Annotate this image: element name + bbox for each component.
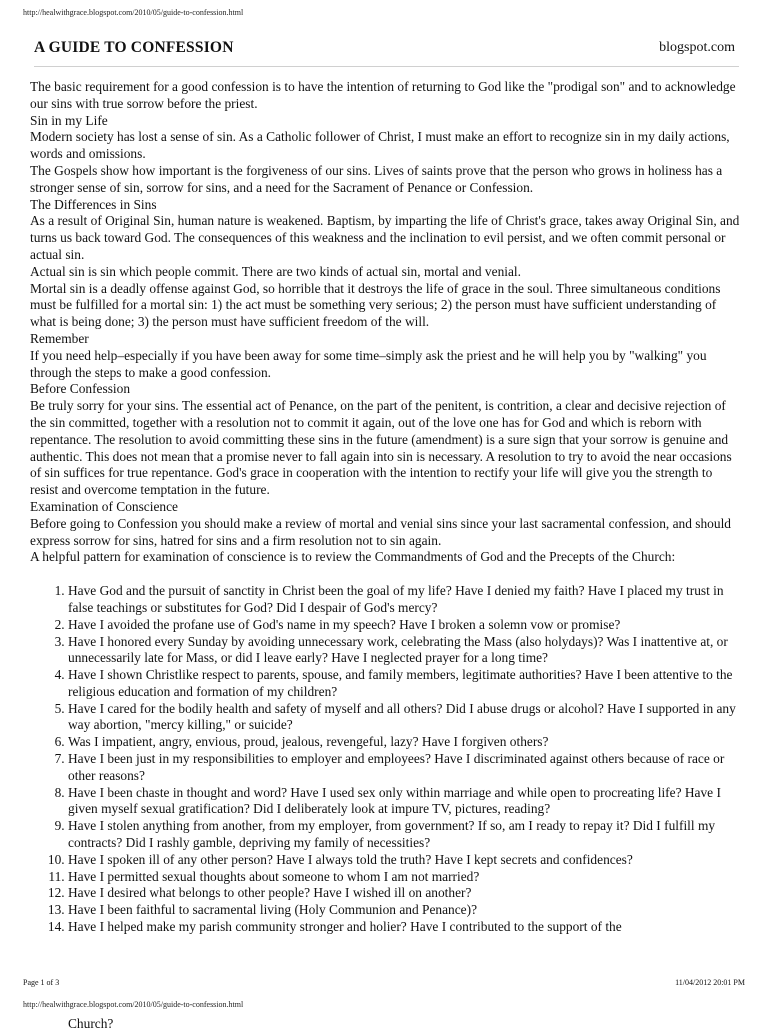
article-body — [30, 79, 742, 936]
list-item: 7. Have I been just in my responsibilities to employer and employees? Have I discriminated against others because of race or other reasons? — [68, 751, 742, 785]
page2-header-url: http://healwithgrace.blogspot.com/2010/05/guide-to-confession.html — [23, 1000, 244, 1009]
list-item: 11. Have I permitted sexual thoughts about someone to whom I am not married? — [68, 869, 742, 886]
list-item: 2. Have I avoided the profane use of God's name in my speech? Have I broken a solemn vow or promise? — [68, 617, 742, 634]
paragraph: Mortal sin is a deadly offense against God, so horrible that it destroys the life of grace in the soul. Three simultaneous conditions must be fulfilled for a mortal sin: 1) the act must be something very serious; 2) the person must have sufficient understanding of what is being done; 3) the person must have sufficient freedom of the will. — [30, 280, 721, 330]
section-heading-sin-in-my-life: Sin in my Life — [30, 112, 108, 128]
paragraph: The Gospels show how important is the forgiveness of our sins. Lives of saints prove that the person who grows in holiness has a stronger sense of sin, sorrow for sins, and a need for the Sacrament of Penance or Confession. — [30, 162, 723, 195]
list-item: 1. Have God and the pursuit of sanctity in Christ been the goal of my life? Have I denied my faith? Have I placed my trust in false teachings or substitutes for God? Did I despair of God's mercy? — [68, 583, 742, 617]
paragraph: Actual sin is sin which people commit. There are two kinds of actual sin, mortal and venial. — [30, 263, 521, 279]
list-item: 8. Have I been chaste in thought and word? Have I used sex only within marriage and while open to procreating life? Have I given myself sexual gratification? Did I deliberately look at impure TV, pictures, reading? — [68, 785, 742, 819]
list-item: 3. Have I honored every Sunday by avoiding unnecessary work, celebrating the Mass (also holydays)? Was I inattentive at, or unnecessarily late for Mass, or did I leave early? Have I neglected prayer for a long time? — [68, 634, 742, 668]
page-number: Page 1 of 3 — [23, 978, 60, 987]
article-header — [34, 38, 739, 67]
list-item: 10. Have I spoken ill of any other person? Have I always told the truth? Have I kept secrets and confidences? — [68, 852, 742, 869]
print-timestamp: 11/04/2012 20:01 PM — [675, 978, 745, 987]
print-header-url: http://healwithgrace.blogspot.com/2010/05/guide-to-confession.html — [23, 8, 244, 17]
section-heading-remember: Remember — [30, 330, 89, 346]
paragraph: As a result of Original Sin, human nature is weakened. Baptism, by imparting the life of Christ's grace, takes away Original Sin, and turns us back toward God. The consequences of this weakness and the inclination to evil persist, and we often commit personal or actual sin. — [30, 213, 740, 262]
list-item: 4. Have I shown Christlike respect to parents, spouse, and family members, legitimate authorities? Have I been attentive to the religious education and formation of my children? — [68, 667, 742, 701]
list-item: 5. Have I cared for the bodily health and safety of myself and all others? Did I abuse drugs or alcohol? Have I supported in any way abortion, "mercy killing," or suicide? — [68, 701, 742, 735]
intro-paragraph: The basic requirement for a good confession is to have the intention of returning to God like the "prodigal son" and to acknowledge our sins with true sorrow before the priest. — [30, 79, 736, 111]
section-heading-before-confession: Before Confession — [30, 381, 131, 397]
page-title: A GUIDE TO CONFESSION — [34, 39, 234, 56]
list-item: 14. Have I helped make my parish community stronger and holier? Have I contributed to the support of the — [68, 919, 742, 936]
paragraph: Modern society has lost a sense of sin. As a Catholic follower of Christ, I must make an effort to recognize sin in my daily actions, words and omissions. — [30, 129, 730, 162]
examination-questions-list — [30, 583, 742, 936]
continued-text: Church? — [68, 1016, 114, 1031]
list-item: 6. Was I impatient, angry, envious, proud, jealous, revengeful, lazy? Have I forgiven others? — [68, 734, 742, 751]
paragraph: Be truly sorry for your sins. The essential act of Penance, on the part of the penitent, is contrition, a clear and decisive rejection of the sin committed, together with a resolution not to commit it again, out of the love one has for God and which is reborn with repentance. The resolution to avoid committing these sins in the future (amendment) is a sure sign that your sorrow is genuine and authentic. This does not mean that a promise never to fall again into sin is necessary. A resolution to try to avoid the near occasions of sin suffices for true repentance. God's grace in cooperation with the intention to rectify your life will give you the strength to resist and overcome temptation in the future. — [30, 398, 732, 498]
list-item: 13. Have I been faithful to sacramental living (Holy Communion and Penance)? — [68, 902, 742, 919]
list-item: 9. Have I stolen anything from another, from my employer, from government? If so, am I ready to repay it? Did I fulfill my contracts? Did I rashly gamble, depriving my family of necessities? — [68, 818, 742, 852]
paragraph: If you need help–especially if you have been away for some time–simply ask the priest and he will help you by "walking" you through the steps to make a good confession. — [30, 347, 707, 380]
section-heading-examination-of-conscience: Examination of Conscience — [30, 498, 178, 514]
section-heading-differences-in-sins: The Differences in Sins — [30, 196, 157, 212]
site-name: blogspot.com — [659, 40, 735, 55]
paragraph: A helpful pattern for examination of conscience is to review the Commandments of God and the Precepts of the Church: — [30, 549, 676, 565]
list-item: 12. Have I desired what belongs to other people? Have I wished ill on another? — [68, 885, 742, 902]
paragraph: Before going to Confession you should make a review of mortal and venial sins since your last sacramental confession, and should express sorrow for sins, hatred for sins and a firm resolution not to sin again. — [30, 515, 731, 548]
